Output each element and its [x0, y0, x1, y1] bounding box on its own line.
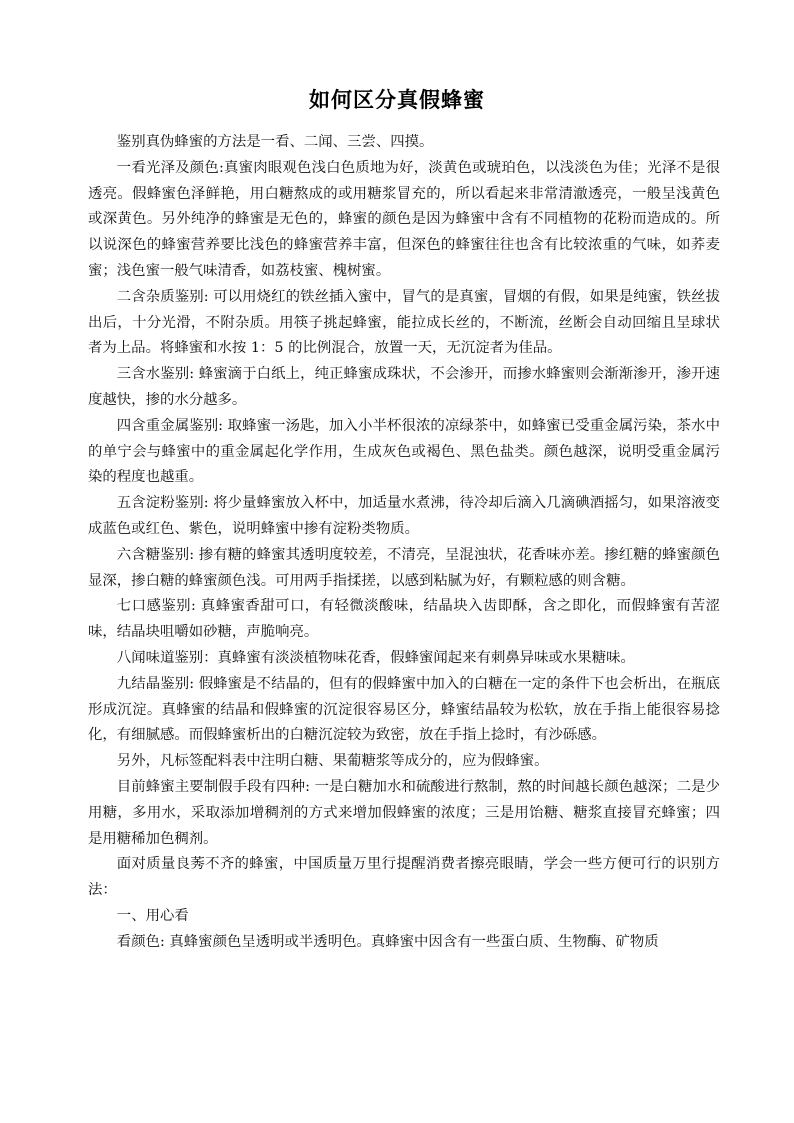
document-title: 如何区分真假蜂蜜 [309, 87, 485, 112]
paragraph: 目前蜂蜜主要制假手段有四种: 一是白糖加水和硫酸进行熬制，熬的时间越长颜色越深；二是少用糖，多用水，采取添加增稠剂的方式来增加假蜂蜜的浓度；三是用饴糖、糖浆直接冒充蜂蜜；四是用糖稀加色稠剂。 [88, 778, 720, 847]
paragraph: 三含水鉴别: 蜂蜜滴于白纸上，纯正蜂蜜成珠状，不会渗开，而掺水蜂蜜则会渐渐渗开，渗开速度越快，掺的水分越多。 [88, 366, 720, 408]
paragraph: 七口感鉴别: 真蜂蜜香甜可口，有轻微淡酸味，结晶块入齿即酥，含之即化，而假蜂蜜有苦涩味，结晶块咀嚼如砂糖，声脆响亮。 [88, 598, 720, 641]
paragraph: 鉴别真伪蜂蜜的方法是一看、二闻、三尝、四摸。 [116, 134, 434, 150]
paragraph: 五含淀粉鉴别: 将少量蜂蜜放入杯中，加适量水煮沸，待冷却后滴入几滴碘酒摇匀，如果溶液变成蓝色或红色、紫色，说明蜂蜜中掺有淀粉类物质。 [88, 495, 720, 537]
paragraph: 四含重金属鉴别: 取蜂蜜一汤匙，加入小半杯很浓的凉绿茶中，如蜂蜜已受重金属污染，茶水中的单宁会与蜂蜜中的重金属起化学作用，生成灰色或褐色、黑色盐类。颜色越深，说明受重金属污染的程度也越重。 [88, 417, 720, 486]
paragraph: 二含杂质鉴别: 可以用烧红的铁丝插入蜜中，冒气的是真蜜，冒烟的有假，如果是纯蜜，铁丝拔出后，十分光滑，不附杂质。用筷子挑起蜂蜜，能拉成长丝的，不断流，丝断会自动回缩且呈球状者为上品。将蜂蜜和水按 1：5 的比例混合，放置一天，无沉淀者为佳品。 [88, 288, 720, 357]
paragraph: 八闻味道鉴别：真蜂蜜有淡淡植物味花香，假蜂蜜闻起来有刺鼻异味或水果糖味。 [116, 649, 635, 666]
paragraph: 六含糖鉴别: 掺有糖的蜂蜜其透明度较差，不清亮，呈混浊状，花香味亦差。掺红糖的蜂蜜颜色显深，掺白糖的蜂蜜颜色浅。可用两手指揉搓，以感到粘腻为好，有颗粒感的则含糖。 [88, 546, 720, 589]
paragraph: 面对质量良莠不齐的蜂蜜，中国质量万里行提醒消费者擦亮眼睛，学会一些方便可行的识别方法： [88, 856, 720, 899]
section-heading: 一、用心看 [116, 907, 189, 924]
paragraph: 另外，凡标签配料表中注明白糖、果葡糖浆等成分的，应为假蜂蜜。 [116, 753, 549, 770]
paragraph: 九结晶鉴别: 假蜂蜜是不结晶的，但有的假蜂蜜中加入的白糖在一定的条件下也会析出，在瓶底形成沉淀。真蜂蜜的结晶和假蜂蜜的沉淀很容易区分，蜂蜜结晶较为松软，放在手指上能很容易捻化，有细腻感。而假蜂蜜析出的白糖沉淀较为致密，放在手指上捻时，有沙砾感。 [88, 675, 720, 744]
paragraph: 一看光泽及颜色:真蜜肉眼观色浅白色质地为好，淡黄色或琥珀色，以浅淡色为佳；光泽不是很透亮。假蜂蜜色泽鲜艳，用白糖熬成的或用糖浆冒充的，所以看起来非常清澈透亮，一般呈浅黄色或深黄色。另外纯净的蜂蜜是无色的，蜂蜜的颜色是因为蜂蜜中含有不同植物的花粉而造成的。所以说深色的蜂蜜营养要比浅色的蜂蜜营养丰富，但深色的蜂蜜往往也含有比较浓重的气味，如荞麦蜜；浅色蜜一般气味清香，如荔枝蜜、槐树蜜。 [88, 159, 720, 279]
document-body [88, 130, 720, 956]
paragraph: 看颜色: 真蜂蜜颜色呈透明或半透明色。真蜂蜜中因含有一些蛋白质、生物酶、矿物质 [116, 933, 659, 950]
